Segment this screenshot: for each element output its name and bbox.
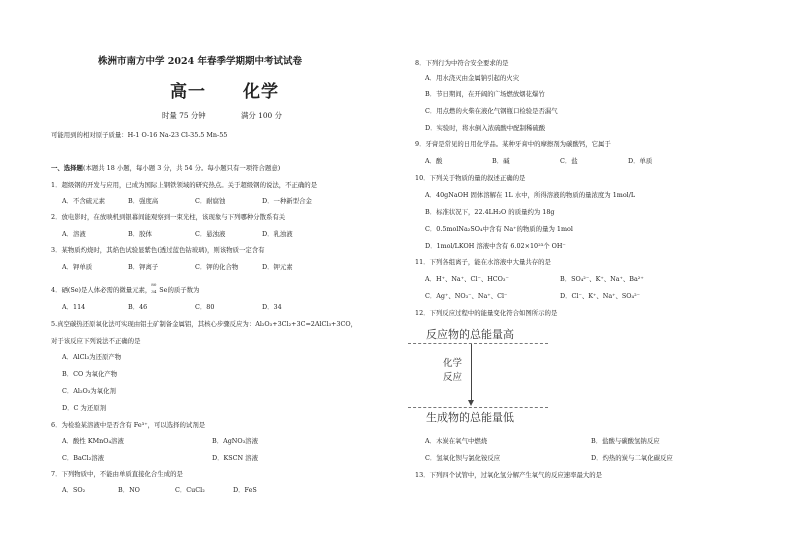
- chem-reaction-label-1: 化学: [443, 358, 463, 369]
- q11-option-d: D．Cl⁻、K⁺、Na⁺、SO₄²⁻: [560, 292, 641, 300]
- chem-reaction-label-2: 反应: [443, 372, 463, 383]
- q12-stem: 12．下列反应过程中的能量变化符合如图所示的是: [415, 309, 558, 317]
- q11-option-a: A．H⁺、Na⁺、Cl⁻、HCO₃⁻: [425, 275, 509, 283]
- q2-option-c: C．悬浊液: [195, 230, 226, 238]
- reactant-energy-label: 反应物的总能量高: [426, 328, 514, 341]
- q7-option-a: A．SO₂: [62, 486, 86, 494]
- q4-option-c: C．80: [195, 303, 215, 311]
- q5-option-a: A．AlCl₃为还原产物: [62, 353, 122, 361]
- q5-option-d: D．C 为还原剂: [62, 404, 106, 412]
- q8-stem: 8．下列行为中符合安全要求的是: [415, 59, 509, 67]
- q9-option-b: B．碱: [492, 157, 510, 165]
- exam-time: 时量 75 分钟: [162, 111, 206, 120]
- q3-option-d: D．钾元素: [262, 263, 293, 271]
- q10-option-c: C．0.5molNa₂SO₄中含有 Na⁺的物质的量为 1mol: [425, 225, 573, 233]
- q11-stem: 11．下列各组离子，能在水溶液中大量共存的是: [415, 258, 551, 266]
- q5-option-b: B．CO 为氧化产物: [62, 370, 118, 378]
- q12-option-b: B．盐酸与碳酸氢钠反应: [591, 437, 660, 445]
- isotope-notation: 80 34: [151, 282, 157, 294]
- q3-option-a: A．钾单质: [62, 263, 93, 271]
- q1-stem: 1．超级钢的开发与应用，已成为国际上钢铁领域的研究热点。关于超级钢的说法，不正确的是: [51, 181, 318, 189]
- q9-stem: 9．牙膏是常见的日用化学品。某种牙膏中的摩擦剂为碳酸钙，它属于: [415, 140, 611, 148]
- section-heading: 一、选择题(本题共 18 小题，每小题 3 分，共 54 分。每小题只有一项符合题意): [51, 164, 281, 172]
- school-title: 株洲市南方中学 2024 年春季学期期中考试试卷: [98, 56, 303, 67]
- q5-stem: 5.真空碳热还原氧化法可实现由铝土矿制备金属铝，其核心步骤反应为：Al₂O₃+3Cl₂+3C=2AlCl₃+3CO，: [51, 320, 357, 328]
- q2-option-d: D．乳浊液: [262, 230, 293, 238]
- q6-stem: 6．为检验某溶液中是否含有 Fe³⁺，可以选择的试剂是: [51, 421, 206, 429]
- q12-option-d: D．灼热的炭与二氧化碳反应: [591, 454, 673, 462]
- q7-option-d: D．FeS: [233, 486, 257, 494]
- q3-stem: 3．某物质灼烧时，其焰色试验显紫色(透过蓝色钴玻璃)，则该物质一定含有: [51, 246, 265, 254]
- q8-option-b: B．节日期间，在开阔的广场燃放烟花爆竹: [425, 90, 545, 98]
- q8-option-c: C．用点燃的火柴在液化气钢瓶口检验是否漏气: [425, 107, 558, 115]
- q7-option-b: B．NO: [118, 486, 140, 494]
- q4-option-b: B．46: [128, 303, 148, 311]
- q10-stem: 10．下列关于物质的量的叙述正确的是: [415, 174, 526, 182]
- energy-diagram: [400, 320, 794, 430]
- q6-option-d: D．KSCN 溶液: [212, 454, 258, 462]
- q12-option-a: A．木炭在氧气中燃烧: [425, 437, 488, 445]
- q3-option-b: B．钾离子: [128, 263, 159, 271]
- q9-option-a: A．酸: [425, 157, 443, 165]
- q10-option-b: B．标准状况下，22.4LH₂O 的质量约为 18g: [425, 208, 555, 216]
- product-energy-label: 生成物的总能量低: [426, 411, 514, 424]
- subject-label: 化学: [243, 82, 279, 102]
- q9-option-d: D．单质: [628, 157, 653, 165]
- reactant-energy-line: [408, 343, 548, 344]
- q8-option-a: A．用水浇灭由金属钠引起的火灾: [425, 74, 520, 82]
- q2-option-b: B．胶体: [128, 230, 152, 238]
- q6-option-a: A．酸性 KMnO₄溶液: [62, 437, 124, 445]
- q11-option-b: B．SO₄²⁻、K⁺、Na⁺、Ba²⁺: [560, 275, 644, 283]
- q2-option-a: A．溶液: [62, 230, 86, 238]
- q1-option-c: C．耐腐蚀: [195, 197, 226, 205]
- q3-option-c: C．钾的化合物: [195, 263, 239, 271]
- q2-stem: 2．放电影时，在放映机到银幕间能观察到一束光柱，该现象与下列哪种分散系有关: [51, 213, 286, 221]
- q10-option-a: A．40gNaOH 固体溶解在 1L 水中，所得溶液的物质的量浓度为 1mol/L: [425, 191, 636, 199]
- exam-score: 满分 100 分: [241, 111, 282, 120]
- q7-option-c: C．CuCl₂: [175, 486, 205, 494]
- q4-option-a: A．114: [62, 303, 86, 311]
- q5-option-c: C．Al₂O₃为氧化剂: [62, 387, 116, 395]
- q11-option-c: C．Ag⁺、NO₃⁻、Na⁺、Cl⁻: [425, 292, 508, 300]
- q4-option-d: D．34: [262, 303, 282, 311]
- q1-option-b: B．强度高: [128, 197, 159, 205]
- q7-stem: 7．下列物质中，不能由单质直接化合生成的是: [51, 470, 183, 478]
- q12-option-c: C．氢氧化钡与氯化铵反应: [425, 454, 501, 462]
- grade-label: 高一: [170, 82, 206, 102]
- atomic-masses: 可能用到的相对原子质量：H-1 O-16 Na-23 Cl-35.5 Mn-55: [51, 131, 228, 139]
- reaction-arrow-shaft: [471, 344, 472, 402]
- q5-stem-2: 对于该反应下列说法不正确的是: [51, 337, 141, 345]
- q6-option-c: C．BaCl₂溶液: [62, 454, 105, 462]
- q1-option-a: A．不含硫元素: [62, 197, 105, 205]
- q4-stem: 4．硒(Se)是人体必需的微量元素， 80 34 Se的质子数为: [51, 282, 200, 294]
- down-arrow-icon: [468, 400, 474, 406]
- q10-option-d: D．1mol/LKOH 溶液中含有 6.02×10²³个 OH⁻: [425, 242, 566, 250]
- q1-option-d: D．一种新型合金: [262, 197, 312, 205]
- q9-option-c: C．盐: [560, 157, 578, 165]
- q8-option-d: D．实验时，将水倒入浓硫酸中配制稀硫酸: [425, 124, 546, 132]
- q13-stem: 13．下列四个试管中，过氧化氢分解产生氧气的反应速率最大的是: [415, 471, 603, 479]
- q6-option-b: B．AgNO₃溶液: [212, 437, 258, 445]
- product-energy-line: [408, 407, 548, 408]
